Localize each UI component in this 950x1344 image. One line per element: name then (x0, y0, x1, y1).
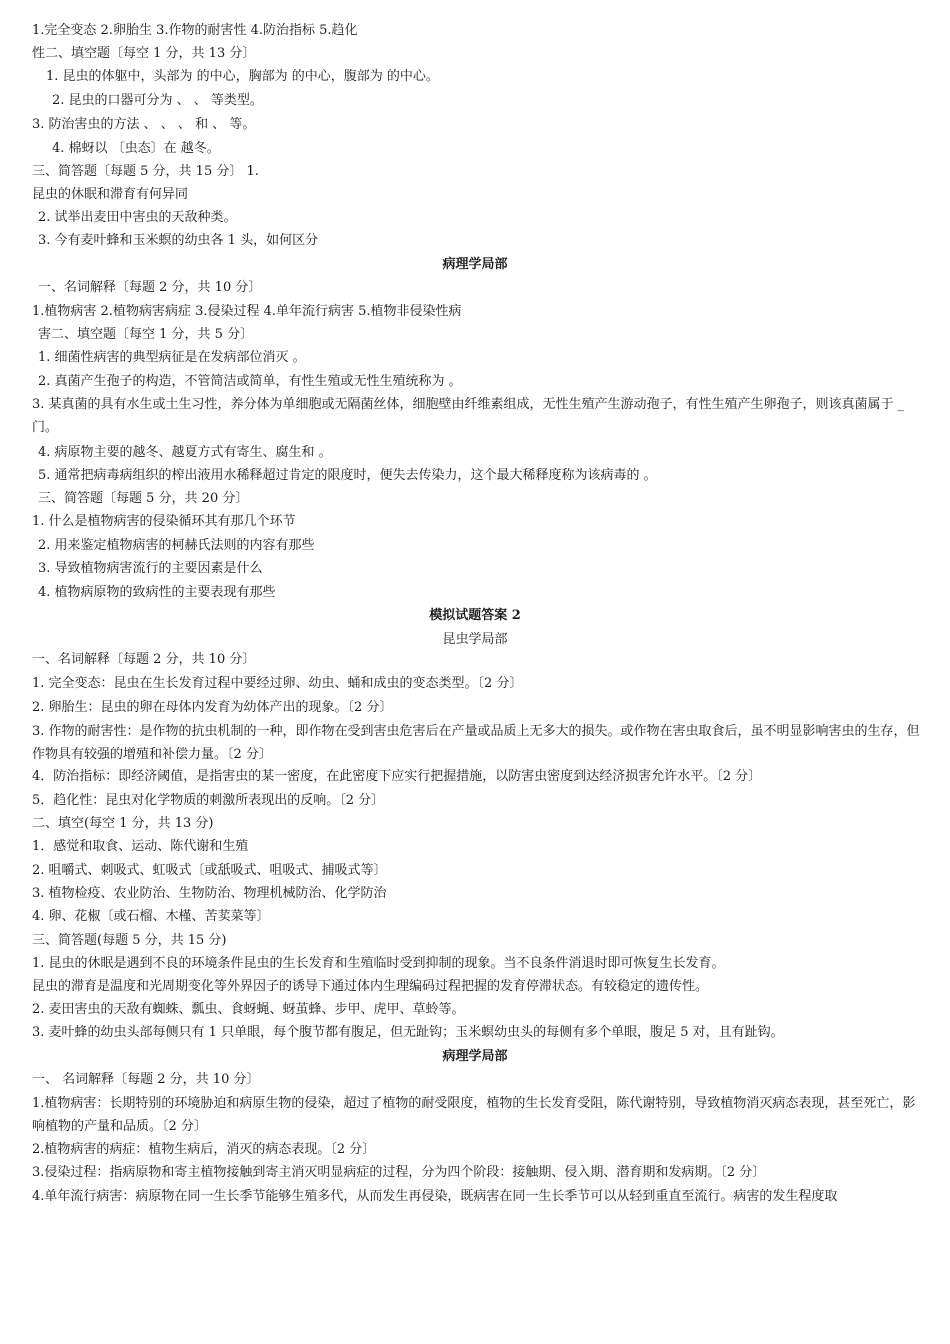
section-heading: 病理学局部 (442, 1049, 508, 1064)
text-line: 3.侵染过程：指病原物和寄主植物接触到寄主消灭明显病症的过程，分为四个阶段：接触期、侵入期、潜育期和发病期。〔2 分〕 (32, 1165, 766, 1180)
text-line: 害二、填空题〔每空 1 分，共 5 分〕 (38, 327, 254, 342)
text-line: 3. 防治害虫的方法 、 、 、 和 、 等。 (32, 117, 256, 132)
text-line: 一、名词解释〔每题 2 分，共 10 分〕 (32, 652, 256, 667)
text-line: 一、名词解释〔每题 2 分，共 10 分〕 (38, 280, 262, 295)
section-subheading: 昆虫学局部 (442, 632, 508, 647)
text-line: 2. 用来鉴定植物病害的柯赫氏法则的内容有那些 (38, 538, 315, 553)
text-line: 2. 麦田害虫的天敌有蜘蛛、瓢虫、食蚜蝇、蚜茧蜂、步甲、虎甲、草蛉等。 (32, 1002, 465, 1017)
text-line: 二、填空(每空 1 分，共 13 分) (32, 816, 214, 831)
text-line: 3. 导致植物病害流行的主要因素是什么 (38, 561, 263, 576)
text-line: 一、 名词解释〔每题 2 分，共 10 分〕 (32, 1072, 260, 1087)
text-line: 4. 棉蚜以 〔虫态〕在 越冬。 (52, 141, 220, 156)
text-line: 三、简答题(每题 5 分，共 15 分) (32, 933, 227, 948)
text-line: 1. 细菌性病害的典型病征是在发病部位消灭 。 (38, 350, 306, 365)
text-line: 1.完全变态 2.卵胎生 3.作物的耐害性 4.防治指标 5.趋化 (32, 23, 358, 38)
text-line: 5. 通常把病毒病组织的榨出液用水稀释超过肯定的限度时，便失去传染力，这个最大稀释度称为该病毒的 。 (38, 468, 657, 483)
text-paragraph: 3. 某真菌的具有水生或土生习性，养分体为单细胞或无隔菌丝体，细胞壁由纤维素组成，无性生殖产生游动孢子，有性生殖产生卵孢子，则该真菌属于 _ 门。 (32, 397, 905, 435)
section-heading: 模拟试题答案 2 (429, 608, 521, 623)
text-line: 1. 完全变态：昆虫在生长发育过程中要经过卵、幼虫、蛹和成虫的变态类型。〔2 分〕 (32, 676, 523, 691)
text-line: 三、简答题〔每题 5 分，共 15 分〕 1. (32, 164, 259, 179)
text-line: 4.单年流行病害：病原物在同一生长季节能够生殖多代，从而发生再侵染，既病害在同一生长季节可以从轻到重直至流行。病害的发生程度取 (32, 1189, 838, 1204)
text-line: 1. 昆虫的休眠是遇到不良的环境条件昆虫的生长发育和生殖临时受到抑制的现象。当不良条件消退时即可恢复生长发育。 (32, 956, 725, 971)
text-line: 3. 今有麦叶蜂和玉米螟的幼虫各 1 头，如何区分 (38, 233, 319, 248)
text-line: 三、简答题〔每题 5 分，共 20 分〕 (38, 491, 249, 506)
text-line: 4. 病原物主要的越冬、越夏方式有寄生、腐生和 。 (38, 445, 332, 460)
text-line: 1.植物病害 2.植物病害病症 3.侵染过程 4.单年流行病害 5.植物非侵染性病 (32, 304, 462, 319)
text-line: 2.植物病害的病症：植物生病后，消灭的病态表现。〔2 分〕 (32, 1142, 376, 1157)
text-line: 性二、填空题〔每空 1 分，共 13 分〕 (32, 46, 256, 61)
text-line: 1．感觉和取食、运动、陈代谢和生殖 (32, 839, 249, 854)
text-line: 3. 植物检疫、农业防治、生物防治、物理机械防治、化学防治 (32, 886, 387, 901)
text-line: 4. 植物病原物的致病性的主要表现有那些 (38, 585, 276, 600)
text-line: 昆虫的休眠和滞育有何异同 (32, 187, 189, 202)
text-line: 2. 试举出麦田中害虫的天敌种类。 (38, 210, 237, 225)
text-line: 2. 真菌产生孢子的构造，不管简洁或简单，有性生殖或无性生殖统称为 。 (38, 374, 462, 389)
text-paragraph: 1.植物病害：长期特别的环境胁迫和病原生物的侵染，超过了植物的耐受限度，植物的生长发育受阻，陈代谢特别，导致植物消灭病态表现，甚至死亡，影响植物的产量和品质。〔2 分〕 (32, 1096, 916, 1134)
text-line: 5．趋化性：昆虫对化学物质的刺激所表现出的反响。〔2 分〕 (32, 793, 385, 808)
text-line: 3. 麦叶蜂的幼虫头部每侧只有 1 只单眼，每个腹节都有腹足，但无趾钩；玉米螟幼虫头的每侧有多个单眼，腹足 5 对，且有趾钩。 (32, 1025, 784, 1040)
text-line: 4. 卵、花椒〔或石榴、木槿、苦荬菜等〕 (32, 909, 270, 924)
text-line: 昆虫的滞育是温度和光周期变化等外界因子的诱导下通过体内生理编码过程把握的发育停滞状态。有较稳定的遗传性。 (32, 979, 709, 994)
text-paragraph: 3. 作物的耐害性：是作物的抗虫机制的一种，即作物在受到害虫危害后在产量或品质上无多大的损失。或作物在害虫取食后，虽不明显影响害虫的生存，但作物具有较强的增殖和补偿力量。〔2 分〕 (32, 724, 920, 762)
text-line: 2. 卵胎生：昆虫的卵在母体内发育为幼体产出的现象。〔2 分〕 (32, 700, 393, 715)
text-line: 2. 咀嚼式、刺吸式、虹吸式〔或舐吸式、咀吸式、捕吸式等〕 (32, 863, 387, 878)
section-heading: 病理学局部 (442, 257, 508, 272)
text-line: 1. 昆虫的体躯中，头部为 的中心，胸部为 的中心，腹部为 的中心。 (46, 69, 439, 84)
text-line: 4．防治指标：即经济阈值，是指害虫的某一密度，在此密度下应实行把握措施，以防害虫密度到达经济损害允许水平。〔2 分〕 (32, 769, 762, 784)
text-line: 2. 昆虫的口器可分为 、 、 等类型。 (52, 93, 263, 108)
text-line: 1. 什么是植物病害的侵染循环其有那几个环节 (32, 514, 296, 529)
